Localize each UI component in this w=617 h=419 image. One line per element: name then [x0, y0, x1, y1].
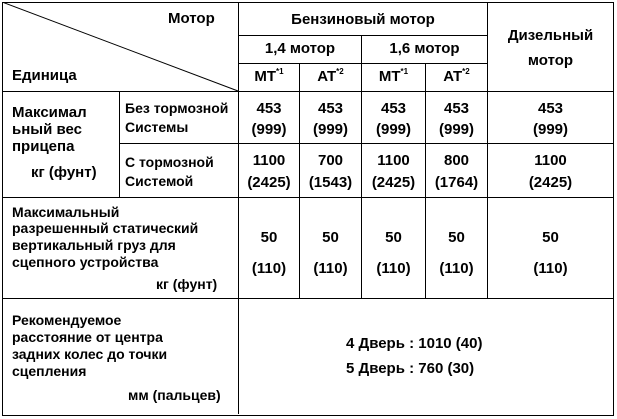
- distance-value-4-door: 4 Дверь : 1010 (40): [346, 335, 483, 352]
- static-load-lb-value: (110): [251, 260, 287, 277]
- static-load-label-line2: разрешенный статический: [12, 220, 199, 236]
- diesel-header-line2: мотор: [527, 52, 574, 69]
- braked-lb-value: (1764): [434, 174, 479, 191]
- distance-label-line1: Рекомендуемое: [12, 312, 122, 328]
- row-divider: [119, 143, 613, 144]
- at-header: AT$^{*2}$: [443, 67, 470, 85]
- row-divider: [238, 35, 487, 36]
- unbraked-kg-value: 453: [380, 100, 407, 117]
- braked-kg-value: 1100: [377, 152, 410, 169]
- unbraked-kg-value: 453: [317, 100, 344, 117]
- unbraked-label-line1: Без тормозной: [125, 100, 229, 116]
- braked-lb-value: (1543): [308, 174, 353, 191]
- mt-header: MT$^{*1}$: [254, 67, 284, 85]
- braked-kg-value: 1100: [252, 152, 286, 169]
- static-load-lb-value: (110): [439, 260, 474, 277]
- static-load-kg-value: 50: [542, 229, 559, 246]
- braked-lb-value: (2425): [528, 174, 573, 191]
- distance-label-line2: расстояние от центра: [12, 329, 163, 345]
- unbraked-lb-value: (999): [251, 121, 287, 138]
- column-divider: [487, 2, 488, 298]
- unit-label: Единица: [12, 67, 77, 84]
- unbraked-kg-value: 453: [443, 100, 470, 117]
- engine-14-header: 1,4 мотор: [264, 40, 336, 57]
- unbraked-kg-value: 453: [256, 100, 282, 117]
- row-divider: [2, 298, 613, 299]
- braked-kg-value: 700: [317, 152, 344, 169]
- engine-16-header: 1,6 мотор: [389, 40, 460, 57]
- braked-label-line2: Системой: [125, 173, 194, 189]
- braked-lb-value: (2425): [371, 174, 416, 191]
- static-load-label-line3: вертикальный груз для: [12, 237, 176, 253]
- row-divider: [2, 197, 613, 198]
- unbraked-lb-value: (999): [312, 121, 349, 138]
- static-load-kg-value: 50: [448, 229, 465, 246]
- static-load-label-line1: Максимальный: [12, 204, 120, 220]
- braked-label-line1: С тормозной: [125, 154, 214, 170]
- trailer-weight-label-line3: прицепа: [12, 138, 75, 155]
- row-divider: [238, 63, 487, 64]
- unbraked-kg-value: 453: [537, 100, 564, 117]
- braked-kg-value: 800: [443, 152, 470, 169]
- static-load-unit: кг (фунт): [156, 276, 218, 292]
- mt-header: MT$^{*1}$: [378, 67, 409, 85]
- static-load-lb-value: (110): [313, 260, 348, 277]
- motor-label: Мотор: [168, 10, 215, 27]
- specification-table: [2, 2, 614, 416]
- distance-label-line3: задних колес до точки: [12, 346, 168, 362]
- static-load-kg-value: 50: [385, 229, 402, 246]
- unbraked-label-line2: Системы: [125, 119, 189, 135]
- unbraked-lb-value: (999): [438, 121, 475, 138]
- distance-unit: мм (пальцев): [128, 387, 221, 403]
- petrol-engine-header: Бензиновый мотор: [291, 11, 435, 28]
- trailer-weight-label-line1: Максимал: [12, 104, 87, 121]
- static-load-lb-value: (110): [533, 260, 568, 277]
- distance-label-line4: сцепления: [12, 363, 87, 379]
- at-header: AT$^{*2}$: [317, 67, 344, 85]
- column-divider: [119, 91, 120, 198]
- braked-kg-value: 1100: [534, 152, 567, 169]
- static-load-kg-value: 50: [260, 229, 278, 246]
- diesel-header-line1: Дизельный: [507, 27, 594, 44]
- braked-lb-value: (2425): [247, 174, 291, 191]
- static-load-lb-value: (110): [376, 260, 411, 277]
- distance-value-5-door: 5 Дверь : 760 (30): [346, 360, 475, 377]
- unbraked-lb-value: (999): [532, 121, 569, 138]
- static-load-label-line4: сцепного устройства: [12, 254, 159, 270]
- static-load-kg-value: 50: [322, 229, 339, 246]
- unbraked-lb-value: (999): [375, 121, 412, 138]
- trailer-weight-label-line2: ьный вес: [12, 121, 82, 138]
- trailer-weight-unit: кг (фунт): [31, 164, 97, 181]
